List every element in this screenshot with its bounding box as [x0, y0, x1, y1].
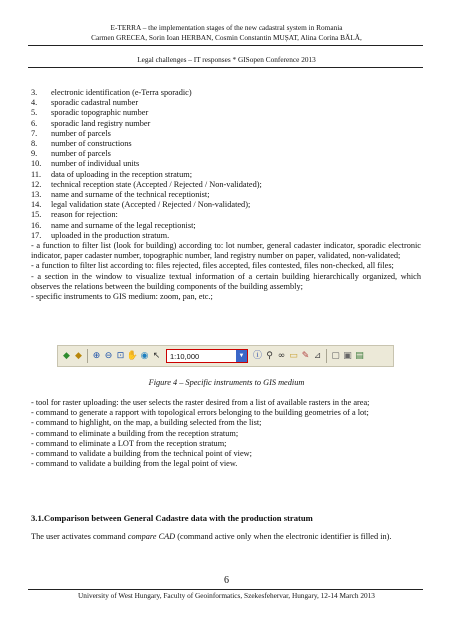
zoom-out-icon: ⊖	[104, 350, 113, 361]
page-number: 6	[224, 575, 229, 586]
list-item: 17. uploaded in the production stratum.	[31, 230, 170, 240]
list-item: 6. sporadic land registry number	[31, 118, 151, 128]
list-item: 13. name and surname of the technical receptionist;	[31, 190, 210, 200]
chevron-down-icon: ▼	[236, 350, 247, 362]
list-item: 4. sporadic cadastral number	[31, 98, 139, 108]
paragraph-eliminate-lot: - command to eliminate a LOT from the reception stratum;	[31, 438, 227, 448]
find-icon: ⚲	[266, 350, 273, 361]
list-item: 9. number of parcels	[31, 149, 111, 159]
command-list-block	[31, 398, 421, 469]
list-item: 5. sporadic topographic number	[31, 108, 149, 118]
zoom-extent-icon: ⊡	[116, 350, 125, 361]
export-icon: ▢	[331, 350, 340, 361]
list-item: 8. number of constructions	[31, 139, 132, 149]
scale-select	[166, 349, 248, 363]
list-item: 16. name and surname of the legal receptionist;	[31, 220, 196, 230]
list-item: 14. legal validation state (Accepted / Rejected / Non-validated);	[31, 200, 251, 210]
paragraph-filter-lot: - a function to filter list (look for building) according to: lot number, general cadaster indicator, sporadic electronic indicator, paper cadaster number, topographic number, land registry number on paper, validated, non-validated;	[31, 241, 421, 261]
window-icon: ▣	[343, 350, 352, 361]
layer-remove-icon: ◆	[75, 350, 82, 361]
paragraph-section-window: - a section in the window to visualize textual information of a certain building hierarchically organized, which observes the relations between the building components of the building assembly;	[31, 271, 421, 291]
paragraph-raster-upload: - tool for raster uploading: the user selects the raster desired from a list of available rasters in the area;	[31, 398, 370, 407]
paint-icon: ✎	[301, 350, 310, 361]
paragraph-filter-files: - a function to filter list according to: files rejected, files accepted, files contested, files non-checked, all files;	[31, 261, 394, 271]
globe-icon: ◉	[140, 350, 149, 361]
attribute-list	[31, 88, 421, 241]
paragraph-highlight: - command to highlight, on the map, a building selected from the list;	[31, 418, 262, 428]
zoom-in-icon: ⊕	[92, 350, 101, 361]
hand-pan-icon: ✋	[126, 350, 139, 361]
measure-icon: ⊿	[313, 350, 322, 361]
layer-add-icon: ◆	[63, 350, 70, 361]
list-item: 7. number of parcels	[31, 128, 111, 138]
header-divider-2	[28, 67, 423, 68]
binoculars-icon: ∞	[277, 350, 286, 361]
header-divider	[28, 45, 423, 46]
main-text-block	[31, 88, 421, 302]
toolbar-separator	[87, 349, 88, 363]
header-conference: Legal challenges – IT responses * GISopen Conference 2013	[137, 55, 316, 64]
paragraph-eliminate-building: - command to eliminate a building from the reception stratum;	[31, 428, 239, 438]
header-title: E-TERRA – the implementation stages of the new cadastral system in Romania	[110, 23, 343, 32]
info-icon: ⓘ	[252, 350, 262, 361]
list-item: 15. reason for rejection:	[31, 210, 118, 220]
list-item: 10. number of individual units	[31, 159, 140, 169]
paragraph-validate-technical: - command to validate a building from the technical point of view;	[31, 449, 252, 459]
footer-divider	[28, 589, 423, 590]
list-item: 3. electronic identification (e-Terra sporadic)	[31, 88, 192, 97]
section-heading: 3.1.Comparison between General Cadastre data with the production stratum	[31, 513, 313, 523]
command-name: compare CAD	[127, 532, 176, 541]
paragraph-topology-report: - command to generate a rapport with topological errors belonging to the building geometries of a lot;	[31, 408, 369, 418]
footer-text: University of West Hungary, Faculty of Geoinformatics, Szekesfehervar, Hungary, 12-14 March 2013	[78, 591, 375, 600]
image-icon: ▤	[355, 350, 364, 361]
paragraph-compare-cad: The user activates command compare CAD (command active only when the electronic identifier is filled in).	[31, 532, 392, 541]
toolbar-separator	[326, 349, 327, 363]
list-item: 12. technical reception state (Accepted / Rejected / Non-validated);	[31, 179, 262, 189]
select-arrow-icon: ↖	[152, 350, 161, 361]
folder-icon: ▭	[289, 350, 298, 361]
final-paragraph-block	[31, 532, 421, 542]
list-item: 11. data of uploading in the reception stratum;	[31, 169, 193, 179]
gis-toolbar-figure	[57, 345, 394, 367]
scale-value: 1:10,000	[170, 351, 200, 361]
paragraph-gis-instruments: - specific instruments to GIS medium: zoom, pan, etc.;	[31, 292, 213, 302]
header-authors: Carmen GRECEA, Sorin Ioan HERBAN, Cosmin Constantin MUȘAT, Alina Corina BĂLĂ,	[91, 33, 362, 42]
figure-caption: Figure 4 – Specific instruments to GIS medium	[148, 378, 305, 387]
paragraph-validate-legal: - command to validate a building from the legal point of view.	[31, 459, 238, 469]
